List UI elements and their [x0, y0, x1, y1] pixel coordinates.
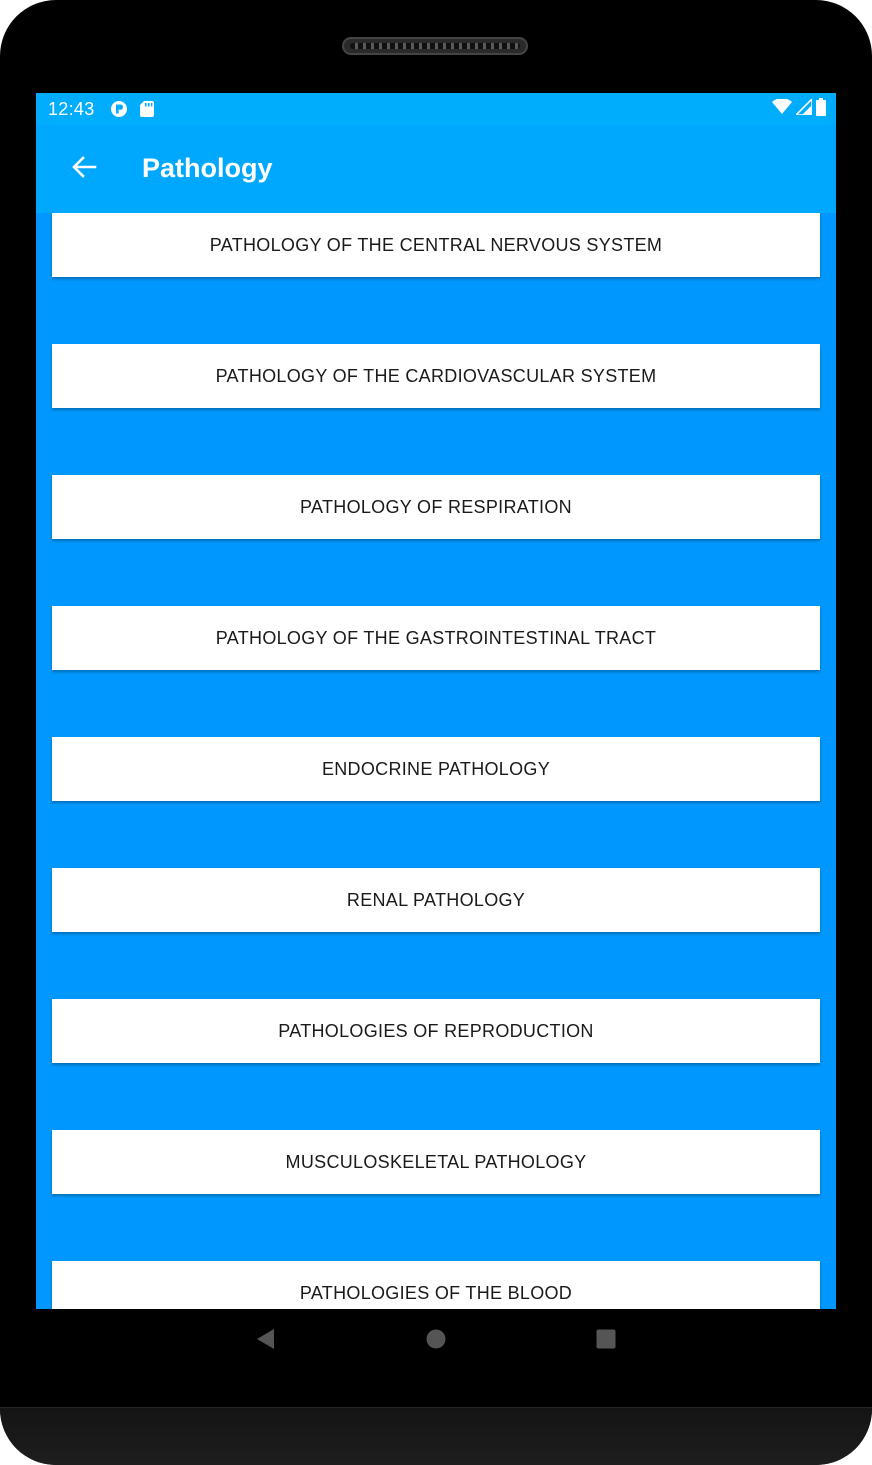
- screen: [36, 93, 836, 1309]
- topic-button-label: ENDOCRINE PATHOLOGY: [321, 758, 551, 779]
- sd-card-icon: [140, 101, 156, 117]
- back-triangle-icon: [255, 1328, 275, 1355]
- topic-button-label: PATHOLOGIES OF THE BLOOD: [299, 1282, 573, 1303]
- topic-list[interactable]: [36, 213, 836, 1309]
- arrow-back-icon: [71, 155, 97, 184]
- nav-recents-button[interactable]: [586, 1321, 626, 1361]
- status-bar: [36, 93, 836, 125]
- topic-button-endocrine[interactable]: [52, 737, 820, 801]
- phone-bottom-bezel: [0, 1407, 872, 1465]
- topic-button-musculoskeletal[interactable]: [52, 1130, 820, 1194]
- wifi-icon: [772, 99, 792, 120]
- topic-button-label: PATHOLOGIES OF REPRODUCTION: [278, 1020, 594, 1041]
- status-time: 12:43: [48, 99, 95, 119]
- notification-app-icon: [111, 101, 127, 117]
- system-nav-bar: [36, 1309, 836, 1373]
- battery-icon: [816, 98, 826, 121]
- recents-square-icon: [596, 1329, 616, 1354]
- earpiece-speaker: [342, 37, 528, 55]
- back-button[interactable]: [58, 145, 110, 193]
- topic-button-cardiovascular-system[interactable]: [52, 344, 820, 408]
- topic-button-reproduction[interactable]: [52, 999, 820, 1063]
- cellular-signal-icon: [796, 99, 812, 120]
- topic-button-label: MUSCULOSKELETAL PATHOLOGY: [285, 1151, 587, 1172]
- home-circle-icon: [426, 1329, 446, 1354]
- topic-button-renal[interactable]: [52, 868, 820, 932]
- topic-button-blood[interactable]: [52, 1261, 820, 1309]
- topic-button-respiration[interactable]: [52, 475, 820, 539]
- topic-button-label: PATHOLOGY OF THE CENTRAL NERVOUS SYSTEM: [209, 234, 663, 255]
- status-icons: [772, 100, 826, 118]
- nav-home-button[interactable]: [416, 1321, 456, 1361]
- topic-button-central-nervous-system[interactable]: [52, 213, 820, 277]
- nav-back-button[interactable]: [245, 1321, 285, 1361]
- topic-button-label: PATHOLOGY OF THE CARDIOVASCULAR SYSTEM: [215, 365, 657, 386]
- topic-button-label: PATHOLOGY OF RESPIRATION: [300, 496, 572, 517]
- topic-button-label: RENAL PATHOLOGY: [346, 889, 526, 910]
- topic-button-label: PATHOLOGY OF THE GASTROINTESTINAL TRACT: [215, 627, 657, 648]
- page-title: Pathology: [142, 153, 273, 183]
- topic-button-gastrointestinal-tract[interactable]: [52, 606, 820, 670]
- app-bar: [36, 125, 836, 213]
